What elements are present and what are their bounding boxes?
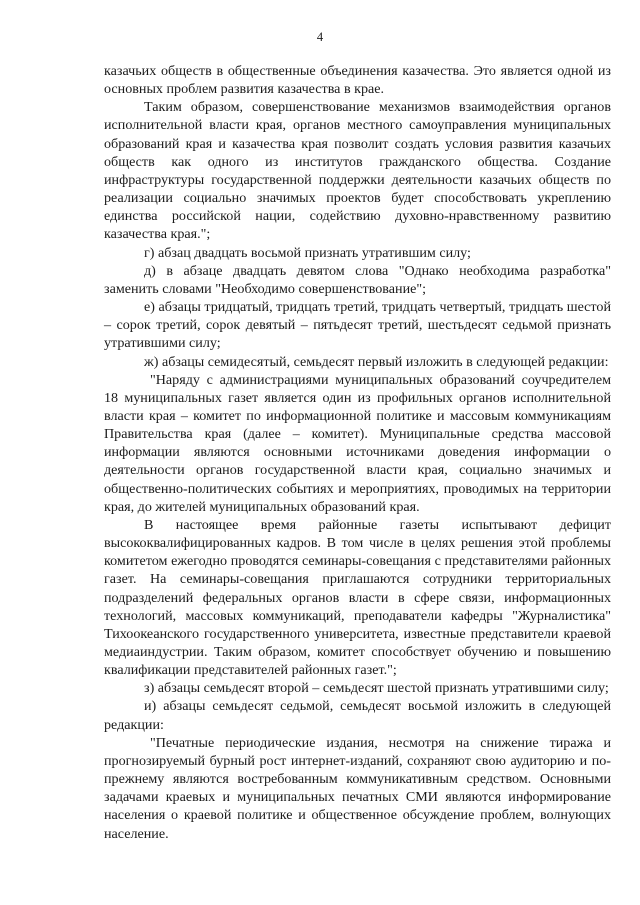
amendment-item-zh: ж) абзацы семидесятый, семьдесят первый изложить в следующей редакции:: [144, 353, 609, 370]
amendment-item-g: г) абзац двадцать восьмой признать утратившим силу;: [144, 244, 471, 261]
quoted-paragraph-print-media: "Печатные периодические издания, несмотря на снижение тиража и прогнозируемый бурный рост интернет-изданий, сохраняют свою аудиторию и по-прежнему являются востребованным коммуникативным средством. Основными задачами краевых и муниципальных печатных СМИ являются информирование населения о краевой политике и общественное обсуждение проблем, волнующих население.: [104, 734, 611, 842]
quoted-paragraph-media: "Наряду с администрациями муниципальных образований соучредителем 18 муниципальных газет является один из профильных органов исполнительной власти края – комитет по информационной политике и массовым коммуникациям Правительства края (далее – комитет). Муниципальные средства массовой информации являются основными источниками доведения информации о деятельности органов государственной власти края, социально значимых и общественно-политических событиях и мероприятиях, проводимых на территории края, до жителей муниципальных образований края.: [104, 371, 611, 515]
amendment-item-d: д) в абзаце двадцать девятом слова "Однако необходима разработка" заменить словами "Необходимо совершенствование";: [104, 262, 611, 297]
paragraph-continuation: казачьих обществ в общественные объединения казачества. Это является одной из основных проблем развития казачества в крае.: [104, 63, 611, 98]
page-number: 4: [316, 30, 324, 44]
document-body: [104, 62, 611, 843]
amendment-item-z: з) абзацы семьдесят второй – семьдесят шестой признать утратившими силу;: [144, 680, 609, 697]
amendment-item-e: е) абзацы тридцатый, тридцать третий, тридцать четвертый, тридцать шестой – сорок третий, сорок девятый – пятьдесят третий, шестьдесят седьмой признать утратившими силу;: [104, 299, 611, 352]
paragraph-conclusion: Таким образом, совершенствование механизмов взаимодействия органов исполнительной власти края, органов местного самоуправления муниципальных образований края и казачества края позволит создать условия развития казачьих обществ как одного из институтов гражданского общества. Создание инфраструктуры государственной поддержки деятельности казачьих обществ по реализации социально значимых проектов будет способствовать укреплению единства российской нации, содействию духовно-нравственному развитию казачества края.";: [104, 99, 611, 243]
quoted-paragraph-newspapers: В настоящее время районные газеты испытывают дефицит высококвалифицированных кадров. В том числе в целях решения этой проблемы комитетом ежегодно проводятся семинары-совещания с представителями районных газет. На семинары-совещания приглашаются сотрудники территориальных подразделений федеральных органов власти в сфере связи, информационных технологий, массовых коммуникаций, преподаватели кафедры "Журналистика" Тихоокеанского государственного университета, известные представители краевой медиаиндустрии. Таким образом, комитет способствует обучению и повышению квалификации представителей районных газет.";: [104, 516, 611, 679]
amendment-item-i: и) абзацы семьдесят седьмой, семьдесят восьмой изложить в следующей редакции:: [104, 698, 611, 733]
